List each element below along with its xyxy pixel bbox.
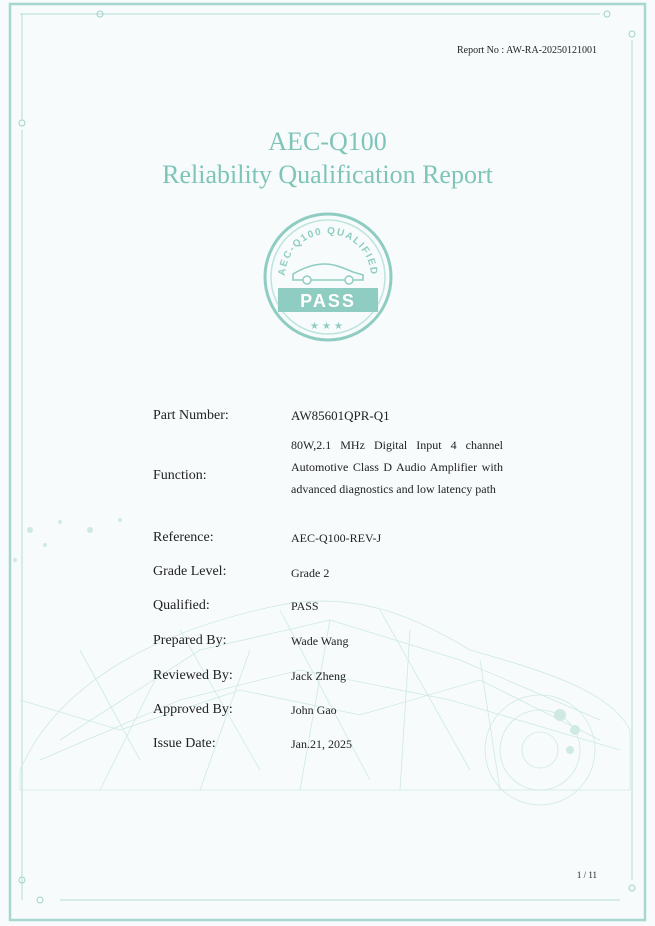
field-value: AEC-Q100-REV-J — [291, 531, 382, 545]
field-value: Wade Wang — [291, 634, 349, 648]
field-value: PASS — [291, 599, 319, 613]
seal-ring-text: AEC-Q100 QUALIFIED — [276, 225, 380, 277]
page-number: 1 / 11 — [576, 870, 597, 880]
field-value: Jack Zheng — [291, 669, 346, 683]
field-label: Issue Date: — [153, 736, 216, 751]
seal-stars: ★★★ — [310, 321, 346, 332]
field-value: Jan.21, 2025 — [291, 737, 352, 751]
field-value: John Gao — [291, 703, 337, 717]
field-label: Function: — [153, 468, 207, 483]
car-wireframe-illustration — [0, 500, 655, 820]
report-title: Reliability Qualification Report — [162, 160, 493, 189]
report-number: Report No : AW-RA-20250121001 — [456, 45, 597, 56]
field-value: Grade 2 — [291, 566, 330, 580]
field-label: Approved By: — [153, 702, 233, 717]
field-label: Reference: — [153, 530, 214, 545]
field-label: Part Number: — [153, 408, 229, 423]
seal-status: PASS — [300, 291, 356, 311]
report-title-standard: AEC-Q100 — [268, 127, 387, 156]
field-label: Grade Level: — [153, 564, 227, 579]
field-label: Qualified: — [153, 598, 210, 613]
field-value: 80W,2.1 MHz Digital Input 4 channel Automotive Class D Audio Amplifier with advanced diagnostics and low latency path — [291, 438, 503, 496]
qualified-seal-icon — [263, 212, 393, 342]
field-value: AW85601QPR-Q1 — [291, 408, 390, 423]
field-label: Reviewed By: — [153, 668, 233, 683]
field-label: Prepared By: — [153, 633, 227, 648]
